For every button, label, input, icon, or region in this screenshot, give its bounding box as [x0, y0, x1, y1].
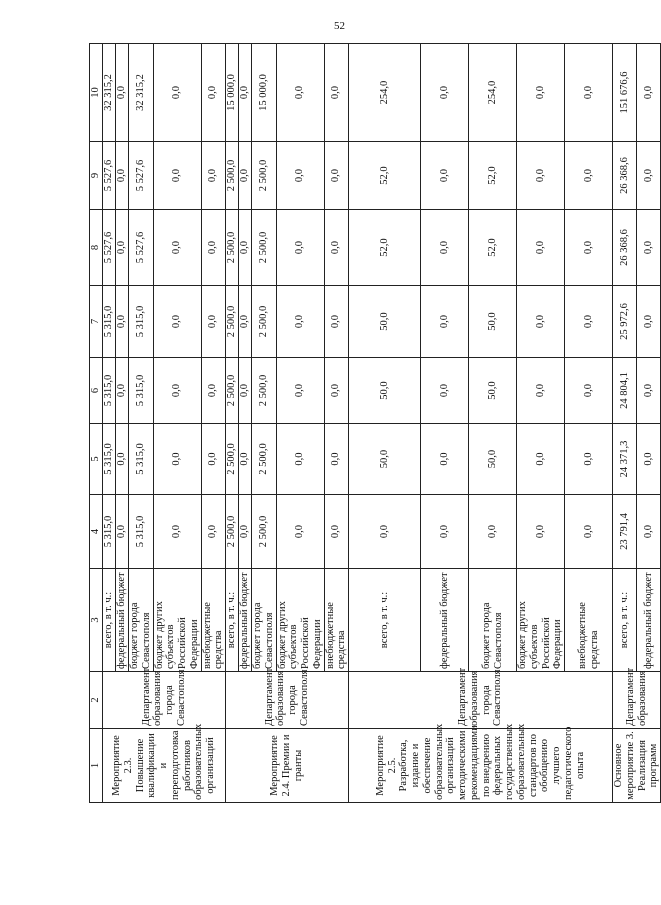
value-cell: 0,0	[517, 142, 565, 210]
activity-name-cell: Основное мероприятие 3. Реализация программ	[613, 729, 661, 803]
funding-source-cell: внебюджетные средства	[324, 569, 349, 672]
funding-source-cell: федеральный бюджет	[637, 569, 661, 672]
value-cell: 0,0	[565, 286, 613, 358]
value-cell: 2 500,0	[251, 495, 276, 569]
value-cell: 0,0	[153, 44, 201, 142]
value-cell: 5 315,0	[103, 424, 116, 495]
value-cell: 0,0	[565, 495, 613, 569]
value-cell: 0,0	[565, 424, 613, 495]
executor-cell: Департамент образования	[613, 672, 661, 729]
value-cell: 26 368,6	[613, 142, 637, 210]
value-cell: 50,0	[349, 358, 421, 424]
value-cell: 0,0	[421, 358, 469, 424]
funding-source-cell: всего, в т. ч.:	[103, 569, 116, 672]
value-cell: 0,0	[238, 210, 251, 286]
value-cell: 52,0	[469, 142, 517, 210]
value-cell: 0,0	[324, 424, 349, 495]
value-cell: 2 500,0	[226, 142, 239, 210]
activity-name-cell: Мероприятие 2.4. Премии и гранты	[226, 729, 349, 803]
value-cell: 0,0	[276, 495, 324, 569]
funding-source-cell: федеральный бюджет	[421, 569, 469, 672]
value-cell: 15 000,0	[226, 44, 239, 142]
value-cell: 0,0	[421, 142, 469, 210]
table-body	[90, 44, 661, 803]
value-cell: 0,0	[201, 44, 226, 142]
value-cell: 0,0	[276, 210, 324, 286]
value-cell: 5 527,6	[128, 142, 153, 210]
value-cell: 23 791,4	[613, 495, 637, 569]
value-cell: 0,0	[349, 495, 421, 569]
value-cell: 0,0	[276, 358, 324, 424]
value-cell: 0,0	[201, 358, 226, 424]
value-cell: 0,0	[324, 210, 349, 286]
value-cell: 0,0	[201, 424, 226, 495]
value-cell: 50,0	[469, 424, 517, 495]
value-cell: 0,0	[637, 44, 661, 142]
value-cell: 0,0	[153, 286, 201, 358]
value-cell: 15 000,0	[251, 44, 276, 142]
value-cell: 0,0	[276, 286, 324, 358]
value-cell: 0,0	[324, 142, 349, 210]
funding-source-cell: всего, в т. ч.:	[349, 569, 421, 672]
value-cell: 2 500,0	[226, 424, 239, 495]
col-header-5: 5	[90, 424, 103, 495]
page-number: 52	[334, 20, 345, 32]
value-cell: 0,0	[201, 495, 226, 569]
value-cell: 5 527,6	[103, 142, 116, 210]
funding-table	[89, 43, 661, 803]
value-cell: 0,0	[469, 495, 517, 569]
value-cell: 0,0	[421, 495, 469, 569]
value-cell: 2 500,0	[251, 358, 276, 424]
value-cell: 0,0	[201, 142, 226, 210]
value-cell: 26 368,6	[613, 210, 637, 286]
value-cell: 151 676,6	[613, 44, 637, 142]
value-cell: 0,0	[115, 44, 128, 142]
value-cell: 5 315,0	[128, 286, 153, 358]
value-cell: 5 315,0	[103, 358, 116, 424]
value-cell: 0,0	[115, 358, 128, 424]
value-cell: 0,0	[637, 142, 661, 210]
col-header-9: 9	[90, 142, 103, 210]
value-cell: 0,0	[115, 210, 128, 286]
value-cell: 0,0	[637, 286, 661, 358]
funding-source-cell: внебюджетные средства	[565, 569, 613, 672]
col-header-2: 2	[90, 672, 103, 729]
executor-cell: Департамент образования города Севастополя	[103, 672, 226, 729]
value-cell: 0,0	[115, 495, 128, 569]
value-cell: 0,0	[115, 424, 128, 495]
value-cell: 0,0	[637, 424, 661, 495]
value-cell: 0,0	[238, 495, 251, 569]
value-cell: 2 500,0	[251, 142, 276, 210]
value-cell: 50,0	[349, 286, 421, 358]
value-cell: 0,0	[324, 495, 349, 569]
table-row	[349, 44, 421, 803]
value-cell: 0,0	[517, 495, 565, 569]
value-cell: 0,0	[517, 286, 565, 358]
value-cell: 0,0	[153, 424, 201, 495]
header-row	[90, 44, 103, 803]
value-cell: 0,0	[153, 358, 201, 424]
value-cell: 32 315,2	[128, 44, 153, 142]
value-cell: 254,0	[469, 44, 517, 142]
value-cell: 2 500,0	[251, 424, 276, 495]
rotated-table-frame	[89, 44, 660, 803]
value-cell: 0,0	[115, 142, 128, 210]
value-cell: 5 315,0	[128, 424, 153, 495]
value-cell: 0,0	[565, 358, 613, 424]
value-cell: 52,0	[349, 142, 421, 210]
value-cell: 0,0	[153, 142, 201, 210]
value-cell: 0,0	[517, 44, 565, 142]
value-cell: 50,0	[469, 358, 517, 424]
value-cell: 0,0	[324, 358, 349, 424]
table-row	[613, 44, 637, 803]
funding-source-cell: бюджет города Севастополя	[469, 569, 517, 672]
value-cell: 0,0	[517, 210, 565, 286]
value-cell: 52,0	[469, 210, 517, 286]
value-cell: 0,0	[565, 44, 613, 142]
col-header-1: 1	[90, 729, 103, 803]
funding-source-cell: бюджет других субъектов Российской Федерации	[517, 569, 565, 672]
value-cell: 50,0	[469, 286, 517, 358]
funding-source-cell: федеральный бюджет	[238, 569, 251, 672]
value-cell: 2 500,0	[226, 286, 239, 358]
executor-cell: Департамент образования города Севастополя	[349, 672, 613, 729]
value-cell: 5 315,0	[103, 495, 116, 569]
value-cell: 5 527,6	[128, 210, 153, 286]
executor-cell: Департамент образования города Севастополя	[226, 672, 349, 729]
value-cell: 0,0	[324, 286, 349, 358]
value-cell: 0,0	[153, 210, 201, 286]
funding-source-cell: федеральный бюджет	[115, 569, 128, 672]
value-cell: 50,0	[349, 424, 421, 495]
value-cell: 0,0	[276, 142, 324, 210]
value-cell: 0,0	[421, 210, 469, 286]
value-cell: 0,0	[276, 44, 324, 142]
col-header-10: 10	[90, 44, 103, 142]
funding-source-cell: бюджет других субъектов Российской Федерации	[276, 569, 324, 672]
value-cell: 24 371,3	[613, 424, 637, 495]
value-cell: 5 527,6	[103, 210, 116, 286]
value-cell: 254,0	[349, 44, 421, 142]
value-cell: 5 315,0	[128, 358, 153, 424]
value-cell: 0,0	[421, 44, 469, 142]
value-cell: 0,0	[324, 44, 349, 142]
col-header-8: 8	[90, 210, 103, 286]
value-cell: 0,0	[565, 210, 613, 286]
funding-source-cell: внебюджетные средства	[201, 569, 226, 672]
col-header-6: 6	[90, 358, 103, 424]
value-cell: 0,0	[276, 424, 324, 495]
value-cell: 0,0	[517, 424, 565, 495]
value-cell: 0,0	[238, 142, 251, 210]
funding-source-cell: всего, в т. ч.:	[226, 569, 239, 672]
value-cell: 0,0	[201, 286, 226, 358]
value-cell: 0,0	[115, 286, 128, 358]
funding-source-cell: бюджет города Севастополя	[128, 569, 153, 672]
value-cell: 25 972,6	[613, 286, 637, 358]
value-cell: 0,0	[238, 358, 251, 424]
value-cell: 2 500,0	[251, 286, 276, 358]
value-cell: 2 500,0	[226, 358, 239, 424]
funding-source-cell: бюджет других субъектов Российской Федерации	[153, 569, 201, 672]
value-cell: 0,0	[238, 44, 251, 142]
value-cell: 2 500,0	[226, 210, 239, 286]
rotated-table-container	[89, 44, 660, 803]
table-row	[226, 44, 239, 803]
value-cell: 0,0	[421, 286, 469, 358]
col-header-4: 4	[90, 495, 103, 569]
funding-source-cell: бюджет города Севастополя	[251, 569, 276, 672]
value-cell: 0,0	[201, 210, 226, 286]
value-cell: 0,0	[421, 424, 469, 495]
activity-name-cell: Мероприятие 2.3. Повышение квалификации и переподготовка работников образовательных организаций	[103, 729, 226, 803]
value-cell: 32 315,2	[103, 44, 116, 142]
col-header-7: 7	[90, 286, 103, 358]
value-cell: 0,0	[517, 358, 565, 424]
value-cell: 0,0	[637, 358, 661, 424]
funding-source-cell: всего, в т. ч.:	[613, 569, 637, 672]
activity-name-cell: Мероприятие 2.5. Разработка, издание и обеспечение образовательных организаций методическими рекомендациями по внедрению федеральных государственных образовательных стандартов по обобщению лучшего педагогического опыта	[349, 729, 613, 803]
value-cell: 0,0	[565, 142, 613, 210]
value-cell: 5 315,0	[128, 495, 153, 569]
value-cell: 0,0	[238, 286, 251, 358]
value-cell: 24 804,1	[613, 358, 637, 424]
value-cell: 2 500,0	[226, 495, 239, 569]
value-cell: 2 500,0	[251, 210, 276, 286]
value-cell: 5 315,0	[103, 286, 116, 358]
value-cell: 0,0	[637, 210, 661, 286]
col-header-3: 3	[90, 569, 103, 672]
value-cell: 0,0	[238, 424, 251, 495]
table-row	[103, 44, 116, 803]
value-cell: 0,0	[637, 495, 661, 569]
value-cell: 52,0	[349, 210, 421, 286]
value-cell: 0,0	[153, 495, 201, 569]
